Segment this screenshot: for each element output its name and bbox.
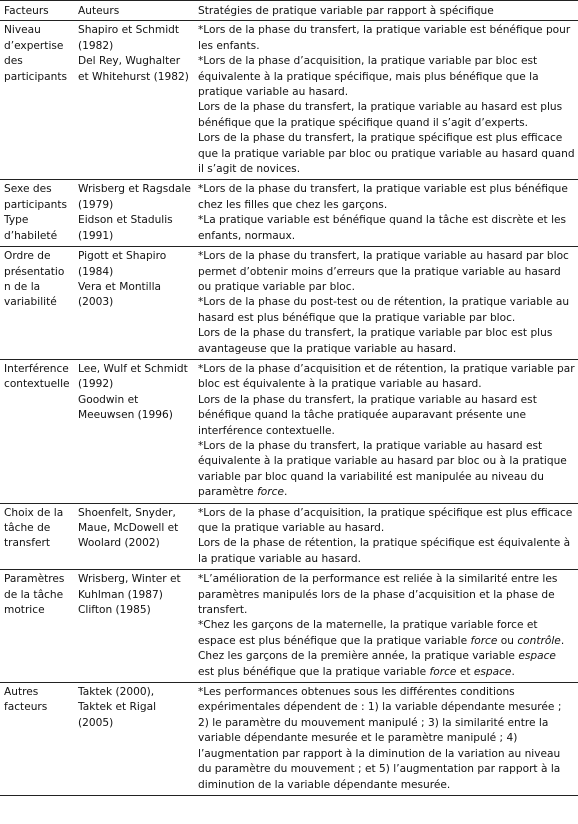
authors-cell [74, 247, 194, 360]
strategy-text: *Les performances obtenues sous les différentes conditions expérimentales dépendent de : 1) la variable dépendante mesurée ; 2) le paramètre du mouvement manipulé ; 3) la similarité entre la variable dépendante mesurée et le paramètre manipulé ; 4) l’augmentation par rapport à la diminution de la variation au niveau du paramètre du mouvement ; et 5) l’augmentation par rapport à la diminution de la variable dépendante mesurée. [198, 686, 562, 791]
strategy-text-part: *Chez les garçons de la maternelle, la pratique variable force et espace est plus bénéfique que la pratique variable [198, 619, 538, 647]
factor-cell [0, 180, 74, 247]
author-entry: Shoenfelt, Snyder, Maue, McDowell et Woolard (2002) [78, 506, 179, 550]
strategy-text: Lors de la phase du transfert, la pratique variable au hasard est bénéfique quand la tâche pratiquée auparavant présente une interférence contextuelle. [198, 393, 537, 437]
emphasis-term: espace [518, 650, 556, 663]
strategy-text: Lors de la phase du transfert, la pratique variable au hasard est plus bénéfique que la pratique spécifique quand il s’agit d’experts. [198, 101, 563, 129]
table-row [0, 570, 578, 683]
author-entry: Lee, Wulf et Schmidt (1992) [78, 362, 188, 391]
strategies-cell [194, 683, 578, 796]
header-authors: Auteurs [74, 1, 194, 21]
strategies-cell [194, 247, 578, 360]
emphasis-term: force [470, 634, 498, 647]
strategy-text: *Lors de la phase d’acquisition, la pratique spécifique est plus efficace que la pratique variable au hasard. [198, 506, 573, 534]
authors-cell [74, 359, 194, 503]
emphasis-term: force [429, 665, 457, 678]
strategy-text-part: *Lors de la phase du transfert, la pratique variable au hasard est équivalente à la pratique variable au hasard par bloc ou à la pratique variable par bloc quand la variabilité est manipulée au niveau du paramètre [198, 439, 567, 499]
strategies-cell [194, 21, 578, 180]
strategy-text-part: . [511, 665, 515, 678]
header-factors: Facteurs [0, 1, 74, 21]
author-entry: Wrisberg, Winter et Kuhlman (1987) [78, 573, 181, 601]
strategy-text: *L’amélioration de la performance est reliée à la similarité entre les paramètres manipulés lors de la phase d’acquisition et la phase de transfert. [198, 573, 558, 617]
author-entry: Wrisberg et Ragsdale (1979) [78, 183, 191, 211]
strategy-text: *Lors de la phase du transfert, la pratique variable au hasard par bloc permet d’obtenir moins d’erreurs que la pratique variable au hasard ou pratique variable par bloc. [198, 250, 569, 293]
author-entry: Pigott et Shapiro (1984) [78, 250, 167, 278]
factor-cell: Paramètres de la tâche motrice [0, 570, 74, 683]
emphasis-term: force [257, 486, 284, 499]
authors-cell [74, 683, 194, 796]
author-entry: Eidson et Stadulis (1991) [78, 214, 173, 242]
factor-label: Type d’habileté [4, 214, 58, 242]
table-row [0, 247, 578, 360]
table-row [0, 683, 578, 796]
strategy-text: *Lors de la phase du transfert, la pratique variable est bénéfique pour les enfants. [198, 24, 571, 52]
authors-cell [74, 570, 194, 683]
strategies-cell [194, 180, 578, 247]
authors-cell [74, 180, 194, 247]
strategy-text [198, 618, 575, 680]
strategy-text-part: Chez les garçons de la première année, la pratique variable [198, 650, 519, 663]
author-entry: Vera et Montilla (2003) [78, 280, 162, 309]
author-entry: Shapiro et Schmidt (1982) [78, 24, 180, 52]
table-row [0, 503, 578, 570]
authors-cell [74, 21, 194, 180]
factor-cell: Niveau d’expertise des participants [0, 21, 74, 180]
emphasis-term: espace [473, 665, 512, 678]
header-strategies: Stratégies de pratique variable par rapport à spécifique [194, 1, 578, 21]
strategy-text: *Lors de la phase du transfert, la pratique variable est plus bénéfique chez les filles que chez les garçons. [198, 183, 568, 211]
author-entry: Taktek (2000), Taktek et Rigal (2005) [78, 686, 157, 729]
strategy-text: *Lors de la phase d’acquisition, la pratique variable par bloc est équivalente à la pratique spécifique, mais plus bénéfique que la pratique variable au hasard. [198, 55, 539, 99]
authors-cell [74, 503, 194, 570]
strategies-cell [194, 570, 578, 683]
strategy-text: *Lors de la phase d’acquisition et de rétention, la pratique variable par bloc est équivalente à la pratique variable au hasard. [198, 362, 575, 391]
strategy-text: Lors de la phase du transfert, la pratique spécifique est plus efficace que la pratique variable par bloc ou pratique variable au hasard quand il s’agit de novices. [198, 132, 575, 176]
factor-cell: Interférence contextuelle [0, 359, 74, 503]
factor-cell: Ordre de présentation de la variabilité [0, 247, 74, 360]
table-row [0, 21, 578, 180]
table-row [0, 180, 578, 247]
strategy-text: *Lors de la phase du post-test ou de rétention, la pratique variable au hasard est plus bénéfique que la pratique variable par bloc. [198, 296, 570, 324]
factor-label: Sexe des participants [4, 183, 68, 211]
strategy-text-part: . [560, 634, 565, 647]
strategy-text: *La pratique variable est bénéfique quand la tâche est discrète et les enfants, normaux. [198, 214, 567, 242]
factor-cell: Choix de la tâche de transfert [0, 503, 74, 570]
strategy-text: *Lors de la phase du transfert, la pratique variable au hasard est équivalente à la pratique variable au hasard par bloc ou à la pratique variable par bloc quand la variabilité est manipulée au niveau du paramètre force. [198, 439, 567, 499]
strategy-text: Lors de la phase de rétention, la pratique spécifique est équivalente à la pratique variable au hasard. [198, 537, 571, 565]
author-entry: Del Rey, Wughalter et Whitehurst (1982) [78, 55, 189, 83]
table-row [0, 359, 578, 503]
strategies-cell [194, 359, 578, 503]
header-row [0, 1, 578, 21]
strategy-text-part: est plus bénéfique que la pratique variable [198, 665, 430, 678]
strategy-text: Lors de la phase du transfert, la pratique variable par bloc est plus avantageuse que la pratique variable au hasard. [198, 327, 553, 355]
strategies-cell [194, 503, 578, 570]
author-entry: Goodwin et Meeuwsen (1996) [78, 393, 173, 422]
author-entry: Clifton (1985) [78, 604, 151, 617]
factor-cell: Autres facteurs [0, 683, 74, 796]
emphasis-term: contrôle [517, 634, 561, 647]
strategy-text-part: ou [497, 634, 518, 647]
strategy-text-part: et [456, 665, 474, 678]
